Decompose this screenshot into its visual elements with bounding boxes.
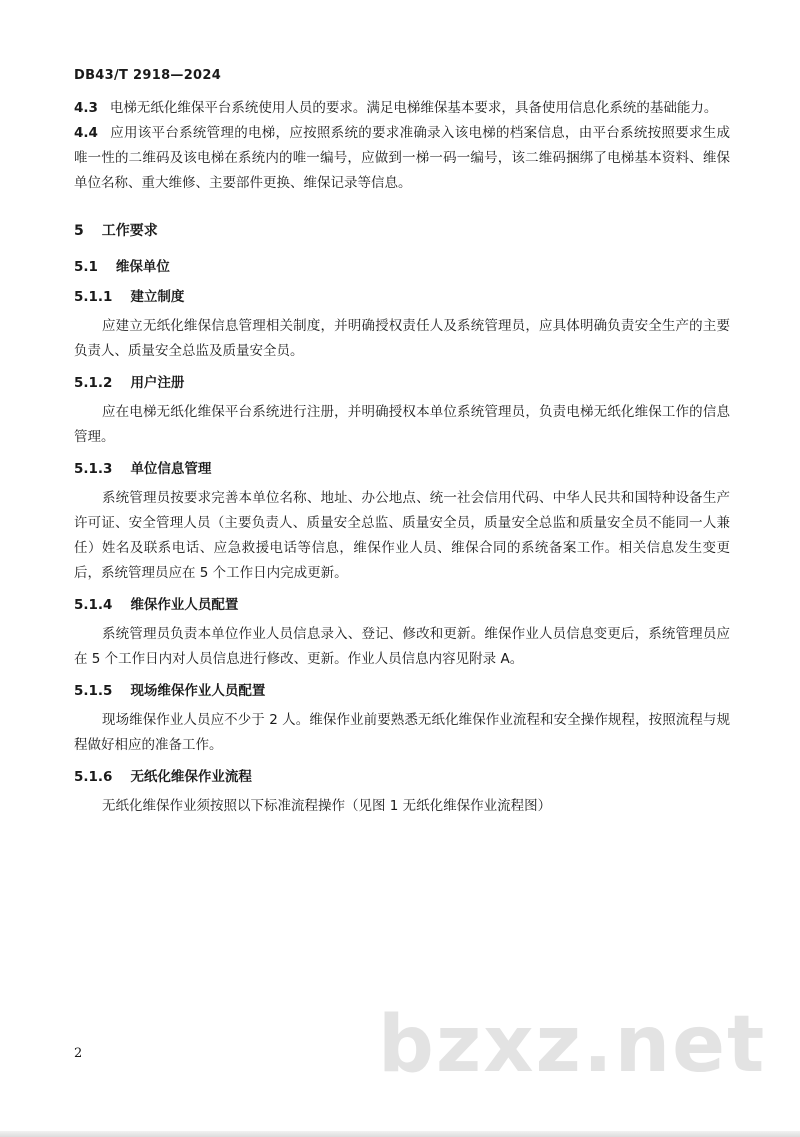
section-number: 5.1.1 bbox=[74, 289, 113, 305]
section-5-1-3-heading bbox=[74, 458, 730, 480]
section-number: 5.1 bbox=[74, 259, 98, 275]
section-5-1-3-text: 系统管理员按要求完善本单位名称、地址、办公地点、统一社会信用代码、中华人民共和国特种设备生产许可证、安全管理人员（主要负责人、质量安全总监、质量安全员，质量安全总监和质量安全员不能同一人兼任）姓名及联系电话、应急救援电话等信息，维保作业人员、维保合同的系统备案工作。相关信息发生变更后，系统管理员应在 5 个工作日内完成更新。 bbox=[74, 490, 730, 581]
section-number: 5 bbox=[74, 223, 84, 239]
section-title: 维保单位 bbox=[115, 259, 170, 275]
section-5-1-5-text: 现场维保作业人员应不少于 2 人。维保作业前要熟悉无纸化维保作业流程和安全操作规程，按照流程与规程做好相应的准备工作。 bbox=[74, 712, 730, 753]
clause-4-4 bbox=[74, 121, 730, 196]
section-5-heading bbox=[74, 220, 730, 242]
section-5-1-2-text: 应在电梯无纸化维保平台系统进行注册，并明确授权本单位系统管理员，负责电梯无纸化维保工作的信息管理。 bbox=[74, 404, 730, 445]
section-number: 5.1.3 bbox=[74, 461, 113, 477]
section-5-1-6-heading bbox=[74, 766, 730, 788]
section-number: 5.1.2 bbox=[74, 375, 113, 391]
watermark: bzxz.net bbox=[378, 1000, 767, 1090]
section-5-1-1-text: 应建立无纸化维保信息管理相关制度，并明确授权责任人及系统管理员，应具体明确负责安全生产的主要负责人、质量安全总监及质量安全员。 bbox=[74, 318, 730, 359]
clause-text: 电梯无纸化维保平台系统使用人员的要求。满足电梯维保基本要求，具备使用信息化系统的基础能力。 bbox=[109, 100, 718, 116]
clause-text: 应用该平台系统管理的电梯，应按照系统的要求准确录入该电梯的档案信息，由平台系统按照要求生成唯一性的二维码及该电梯在系统内的唯一编号，应做到一梯一码一编号，该二维码捆绑了电梯基本资料、维保单位名称、重大维修、主要部件更换、维保记录等信息。 bbox=[74, 125, 730, 191]
page-bottom-edge bbox=[0, 1131, 800, 1137]
section-title: 单位信息管理 bbox=[130, 461, 212, 477]
section-5-1-6-text: 无纸化维保作业须按照以下标准流程操作（见图 1 无纸化维保作业流程图） bbox=[102, 798, 552, 814]
section-number: 5.1.5 bbox=[74, 683, 113, 699]
section-5-1-5-heading bbox=[74, 680, 730, 702]
section-title: 维保作业人员配置 bbox=[130, 597, 239, 613]
clause-4-3 bbox=[74, 96, 730, 121]
document-code: DB43/T 2918—2024 bbox=[74, 68, 222, 83]
section-5-1-4-heading bbox=[74, 594, 730, 616]
section-number: 5.1.4 bbox=[74, 597, 113, 613]
clause-number: 4.3 bbox=[74, 100, 98, 116]
section-5-1-4-text: 系统管理员负责本单位作业人员信息录入、登记、修改和更新。维保作业人员信息变更后，系统管理员应在 5 个工作日内对人员信息进行修改、更新。作业人员信息内容见附录 A。 bbox=[74, 626, 730, 667]
section-title: 工作要求 bbox=[101, 223, 158, 239]
section-number: 5.1.6 bbox=[74, 769, 113, 785]
section-title: 无纸化维保作业流程 bbox=[130, 769, 252, 785]
section-5-1-heading bbox=[74, 256, 730, 278]
section-5-1-1-heading bbox=[74, 286, 730, 308]
document-body bbox=[74, 96, 730, 819]
section-title: 现场维保作业人员配置 bbox=[130, 683, 266, 699]
clause-number: 4.4 bbox=[74, 125, 98, 141]
section-title: 建立制度 bbox=[130, 289, 185, 305]
section-title: 用户注册 bbox=[130, 375, 185, 391]
page-number: 2 bbox=[74, 1046, 83, 1061]
section-5-1-2-heading bbox=[74, 372, 730, 394]
